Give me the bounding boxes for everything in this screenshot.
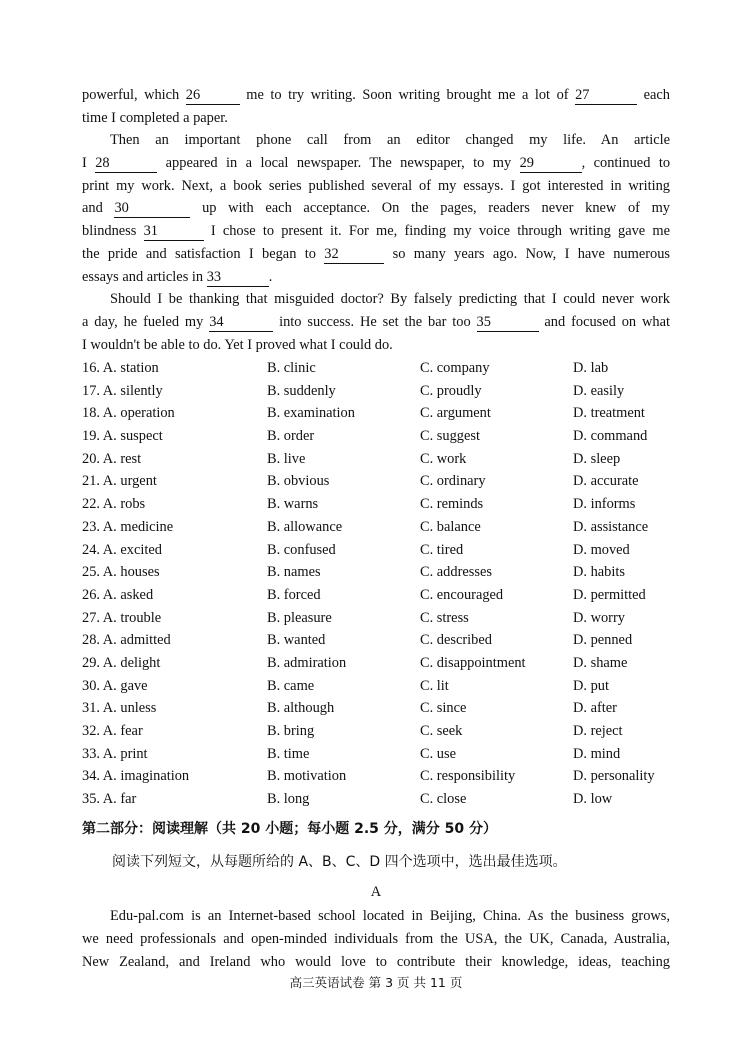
passage-paragraph-3 bbox=[82, 288, 670, 356]
text-run: blindness bbox=[82, 223, 144, 240]
option-row bbox=[82, 765, 682, 788]
option-c: C. use bbox=[420, 745, 456, 762]
option-c: C. tired bbox=[420, 541, 464, 558]
answer-options bbox=[82, 357, 682, 811]
blank-32: 32 bbox=[324, 245, 384, 264]
option-c: C. disappointment bbox=[420, 654, 526, 671]
option-row bbox=[82, 357, 682, 380]
text-run: and focused on what bbox=[538, 313, 670, 330]
option-a: 25. A. houses bbox=[82, 564, 160, 581]
passage-line: print my work. Next, a book series published several of my essays. I got interested in writing bbox=[82, 177, 670, 194]
option-row bbox=[82, 493, 682, 516]
text-run: each bbox=[637, 87, 670, 103]
option-c: C. company bbox=[420, 360, 490, 376]
option-a: 21. A. urgent bbox=[82, 473, 157, 490]
option-c: C. since bbox=[420, 700, 467, 717]
option-b: B. live bbox=[267, 450, 306, 467]
passage-line: New Zealand, and Ireland who would love to contribute their knowledge, ideas, teaching bbox=[82, 953, 670, 970]
option-a: 24. A. excited bbox=[82, 541, 162, 558]
text-run: up with each acceptance. On the pages, readers never knew of my bbox=[190, 200, 670, 217]
option-row bbox=[82, 652, 682, 675]
section-title: 第二部分：阅读理解（共 20 小题；每小题 2.5 分，满分 50 分） bbox=[82, 821, 498, 837]
option-row bbox=[82, 743, 682, 766]
option-a: 16. A. station bbox=[82, 360, 159, 376]
option-a: 31. A. unless bbox=[82, 700, 157, 717]
option-d: D. permitted bbox=[573, 586, 646, 603]
option-row bbox=[82, 425, 682, 448]
option-row bbox=[82, 561, 682, 584]
option-c: C. proudly bbox=[420, 382, 482, 399]
option-c: C. balance bbox=[420, 518, 481, 535]
option-c: C. reminds bbox=[420, 496, 484, 513]
option-d: D. worry bbox=[573, 609, 625, 626]
text-run: a day, he fueled my bbox=[82, 313, 210, 330]
blank-26: 26 bbox=[186, 86, 240, 105]
option-d: D. treatment bbox=[573, 405, 645, 422]
option-c: C. lit bbox=[420, 677, 449, 694]
option-c: C. stress bbox=[420, 609, 469, 626]
option-c: C. encouraged bbox=[420, 586, 504, 603]
option-a: 19. A. suspect bbox=[82, 428, 163, 445]
option-b: B. bring bbox=[267, 723, 315, 739]
text-run: and bbox=[82, 200, 115, 217]
option-c: C. seek bbox=[420, 723, 463, 739]
passage-paragraph-2 bbox=[82, 129, 670, 289]
passage-line bbox=[82, 311, 670, 334]
passage-line: Edu-pal.com is an Internet-based school located in Beijing, China. As the business grows, bbox=[110, 908, 670, 924]
option-a: 17. A. silently bbox=[82, 382, 163, 399]
passage-line bbox=[82, 266, 670, 289]
text-run: , continued to bbox=[581, 154, 671, 171]
option-c: C. ordinary bbox=[420, 473, 486, 490]
text-run: I chose to present it. For me, finding my voice through writing gave me bbox=[203, 223, 670, 240]
text-run: me to try writing. Soon writing brought me a lot of bbox=[239, 87, 576, 103]
option-d: D. lab bbox=[573, 360, 609, 376]
passage-line: we need professionals and open-minded individuals from the USA, the UK, Canada, Australia, bbox=[82, 930, 670, 947]
blank-34: 34 bbox=[209, 313, 273, 332]
option-b: B. order bbox=[267, 428, 315, 445]
text-run: appeared in a local newspaper. The newspaper, to my bbox=[157, 154, 520, 171]
text-run: powerful, which bbox=[82, 87, 186, 103]
option-d: D. easily bbox=[573, 382, 625, 399]
option-d: D. put bbox=[573, 677, 609, 694]
option-d: D. informs bbox=[573, 496, 636, 513]
option-a: 35. A. far bbox=[82, 791, 137, 808]
text-run: . bbox=[268, 268, 273, 285]
option-d: D. accurate bbox=[573, 473, 639, 490]
option-c: C. responsibility bbox=[420, 768, 516, 785]
option-a: 26. A. asked bbox=[82, 586, 154, 603]
text-run: so many years ago. Now, I have numerous bbox=[384, 245, 670, 262]
passage-line bbox=[82, 197, 670, 220]
option-c: C. addresses bbox=[420, 564, 492, 581]
option-d: D. after bbox=[573, 700, 617, 717]
passage-line: Should I be thanking that misguided doctor? By falsely predicting that I could never work bbox=[110, 291, 670, 307]
option-a: 20. A. rest bbox=[82, 450, 142, 467]
passage-line bbox=[82, 220, 670, 243]
option-c: C. argument bbox=[420, 405, 491, 422]
option-d: D. moved bbox=[573, 541, 630, 558]
blank-33: 33 bbox=[207, 268, 269, 287]
option-b: B. although bbox=[267, 700, 335, 717]
text-run: the pride and satisfaction I began to bbox=[82, 245, 325, 262]
option-row bbox=[82, 720, 682, 743]
option-row bbox=[82, 402, 682, 425]
passage-line: Then an important phone call from an editor changed my life. An article bbox=[110, 132, 670, 148]
option-a: 29. A. delight bbox=[82, 654, 161, 671]
option-b: B. wanted bbox=[267, 632, 326, 649]
option-a: 28. A. admitted bbox=[82, 632, 171, 649]
option-b: B. examination bbox=[267, 405, 355, 422]
option-a: 30. A. gave bbox=[82, 677, 148, 694]
option-row bbox=[82, 788, 682, 811]
option-b: B. names bbox=[267, 564, 321, 581]
option-b: B. long bbox=[267, 791, 310, 808]
option-b: B. suddenly bbox=[267, 382, 336, 399]
option-a: 33. A. print bbox=[82, 745, 148, 762]
option-d: D. command bbox=[573, 428, 648, 445]
option-b: B. forced bbox=[267, 586, 321, 603]
option-d: D. sleep bbox=[573, 450, 621, 467]
option-d: D. habits bbox=[573, 564, 625, 581]
option-c: C. work bbox=[420, 450, 467, 467]
option-a: 23. A. medicine bbox=[82, 518, 174, 535]
option-a: 22. A. robs bbox=[82, 496, 146, 513]
option-row bbox=[82, 629, 682, 652]
option-d: D. mind bbox=[573, 745, 621, 762]
option-row bbox=[82, 539, 682, 562]
option-row bbox=[82, 607, 682, 630]
blank-30: 30 bbox=[114, 199, 190, 218]
option-c: C. close bbox=[420, 791, 467, 808]
option-b: B. clinic bbox=[267, 360, 316, 376]
option-b: B. admiration bbox=[267, 654, 347, 671]
passage-line bbox=[82, 243, 670, 266]
text-run: essays and articles in bbox=[82, 268, 207, 285]
option-a: 27. A. trouble bbox=[82, 609, 162, 626]
option-b: B. warns bbox=[267, 496, 319, 513]
option-b: B. confused bbox=[267, 541, 336, 558]
blank-27: 27 bbox=[575, 86, 637, 105]
passage-line: I wouldn't be able to do. Yet I proved what I could do. bbox=[82, 336, 393, 353]
section-instruction: 阅读下列短文，从每题所给的 A、B、C、D 四个选项中，选出最佳选项。 bbox=[112, 854, 567, 870]
blank-28: 28 bbox=[95, 154, 157, 173]
text-run: I bbox=[82, 154, 96, 171]
option-a: 32. A. fear bbox=[82, 723, 143, 739]
text-run: into success. He set the bar too bbox=[273, 313, 477, 330]
option-d: D. assistance bbox=[573, 518, 649, 535]
blank-29: 29 bbox=[520, 154, 582, 173]
option-a: 18. A. operation bbox=[82, 405, 175, 422]
passage-line bbox=[82, 84, 670, 107]
passage-a-body bbox=[82, 905, 670, 973]
option-b: B. motivation bbox=[267, 768, 347, 785]
option-row bbox=[82, 675, 682, 698]
option-row bbox=[82, 470, 682, 493]
passage-a-heading: A bbox=[370, 884, 382, 900]
option-row bbox=[82, 380, 682, 403]
option-b: B. obvious bbox=[267, 473, 330, 490]
option-b: B. came bbox=[267, 677, 315, 694]
option-row bbox=[82, 584, 682, 607]
option-c: C. described bbox=[420, 632, 492, 649]
blank-35: 35 bbox=[477, 313, 539, 332]
option-row bbox=[82, 516, 682, 539]
option-d: D. low bbox=[573, 791, 613, 808]
option-d: D. personality bbox=[573, 768, 655, 785]
option-b: B. pleasure bbox=[267, 609, 332, 626]
option-b: B. time bbox=[267, 745, 310, 762]
option-row bbox=[82, 697, 682, 720]
option-d: D. penned bbox=[573, 632, 633, 649]
blank-31: 31 bbox=[144, 222, 204, 241]
passage-line: time I completed a paper. bbox=[82, 109, 228, 126]
option-d: D. shame bbox=[573, 654, 628, 671]
passage-paragraph-1 bbox=[82, 84, 670, 130]
page-footer: 高三英语试卷 第 3 页 共 11 页 bbox=[289, 975, 463, 990]
option-d: D. reject bbox=[573, 723, 623, 739]
option-a: 34. A. imagination bbox=[82, 768, 190, 785]
option-c: C. suggest bbox=[420, 428, 480, 445]
option-row bbox=[82, 448, 682, 471]
option-b: B. allowance bbox=[267, 518, 343, 535]
passage-line bbox=[82, 152, 670, 175]
